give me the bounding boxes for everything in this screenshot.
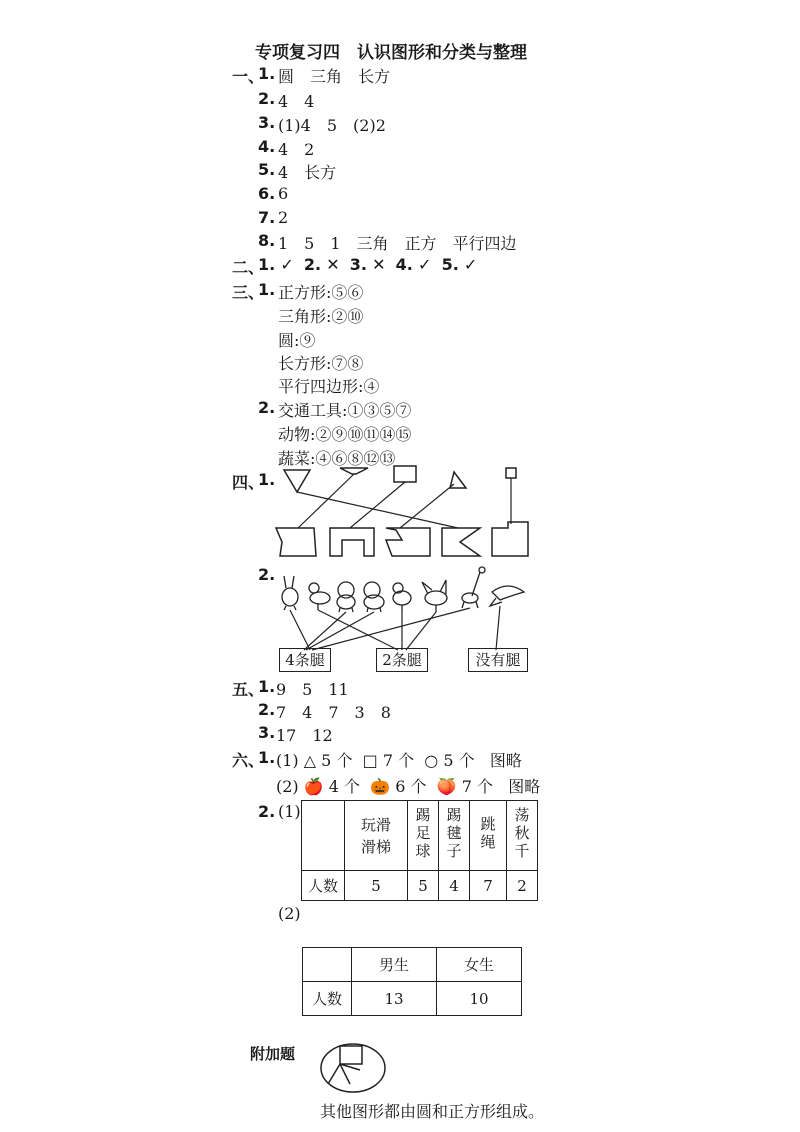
s2-a3: ✕ <box>372 255 386 274</box>
s1-item-number: 8. <box>258 231 276 250</box>
extra-answer: 其他图形都由圆和正方形组成。 <box>320 1102 545 1121</box>
s2-a1: ✓ <box>280 255 294 274</box>
table-row <box>302 871 538 901</box>
bottom-shape-1 <box>276 528 316 556</box>
s2-n4: 4. <box>395 255 413 274</box>
table-corner-cell <box>302 801 345 871</box>
duck-icon <box>309 583 330 610</box>
peach-count: 7 个 <box>461 777 493 796</box>
tiger-icon <box>364 582 384 612</box>
s6-q1-row2 <box>276 774 540 797</box>
header-shuttlecock: 踢毽子 <box>444 806 463 861</box>
table-header-cell <box>408 801 439 871</box>
s5-a1: 9 5 11 <box>276 680 349 699</box>
s3-q2-line: 交通工具:①③⑤⑦ <box>278 401 412 420</box>
bottom-shape-4 <box>442 528 480 556</box>
table-header-cell <box>345 801 408 871</box>
page-title: 专项复习四 认识图形和分类与整理 <box>255 43 527 63</box>
s3-q1-line: 三角形:②⑩ <box>278 307 364 326</box>
s6-q2-part1: (1) <box>278 802 301 821</box>
square-count: 7 个 <box>382 751 415 770</box>
header-girls: 女生 <box>437 948 522 982</box>
s2-n2: 2. <box>303 255 322 274</box>
row-label: 人数 <box>303 982 352 1016</box>
match-line <box>290 610 310 650</box>
square-icon: □ <box>362 751 378 770</box>
value-cell: 2 <box>507 871 538 901</box>
header-swing: 荡秋千 <box>512 806 531 861</box>
s1-item-answer: 1 5 1 三角 正方 平行四边 <box>278 234 517 253</box>
gender-table <box>302 947 522 1016</box>
circle-count: 5 个 <box>443 751 475 770</box>
s6-q2-number: 2. <box>258 802 276 821</box>
s6-q1-row1 <box>276 748 522 771</box>
header-football: 踢足球 <box>413 806 432 861</box>
table-corner-cell <box>303 948 352 982</box>
section-2-label: 二、 <box>232 258 265 277</box>
match-line <box>312 608 470 650</box>
figure-omitted: 图略 <box>489 751 522 770</box>
s6-q2-part2: (2) <box>278 904 301 923</box>
activity-table <box>301 800 538 901</box>
section-1-label: 一、 <box>232 67 265 86</box>
s1-item-answer: 圆 三角 长方 <box>278 67 391 86</box>
apple-icon: 🍎 <box>303 777 324 796</box>
s1-item-answer: 4 长方 <box>278 163 337 182</box>
bird-icon <box>422 580 447 612</box>
triangle-count: 5 个 <box>321 751 353 770</box>
table-header-cell <box>470 801 507 871</box>
value-cell: 10 <box>437 982 522 1016</box>
s1-item-number: 4. <box>258 137 276 156</box>
s3-q2-number: 2. <box>258 398 276 417</box>
table-header-cell <box>507 801 538 871</box>
s5-a3: 17 12 <box>276 726 333 745</box>
peach-icon: 🍑 <box>436 777 457 796</box>
s1-item-answer: (1)4 5 (2)2 <box>278 116 386 135</box>
row-label: 人数 <box>302 871 345 901</box>
row2-part: (2) <box>276 777 299 796</box>
s6-q1-number: 1. <box>258 748 276 767</box>
s2-a2: ✕ <box>326 255 340 274</box>
s5-n2: 2. <box>258 700 276 719</box>
extra-label: 附加题 <box>250 1045 296 1063</box>
s1-item-answer: 4 4 <box>278 92 315 111</box>
match-line <box>496 606 500 650</box>
top-rectangle-shape <box>394 466 416 482</box>
s1-item-number: 6. <box>258 184 276 203</box>
s1-item-number: 1. <box>258 64 276 83</box>
four-legs-box: 4条腿 <box>279 648 331 672</box>
panda-icon <box>337 582 355 612</box>
match-line <box>297 492 458 528</box>
value-cell: 5 <box>345 871 408 901</box>
s3-q2-line: 动物:②⑨⑩⑪⑭⑮ <box>278 425 412 444</box>
s5-n3: 3. <box>258 723 276 742</box>
pumpkin-count: 6 个 <box>395 777 427 796</box>
s3-q1-line: 长方形:⑦⑧ <box>278 354 364 373</box>
value-cell: 5 <box>408 871 439 901</box>
value-cell: 13 <box>352 982 437 1016</box>
figure-omitted: 图略 <box>508 777 541 796</box>
s1-item-number: 5. <box>258 160 276 179</box>
s1-item-answer: 6 <box>278 184 289 203</box>
s2-n1: 1. <box>258 255 276 274</box>
s3-q1-line: 圆:⑨ <box>278 331 316 350</box>
triangle-icon: △ <box>303 751 317 770</box>
section-4-label: 四、 <box>232 473 265 492</box>
s5-a2: 7 4 7 3 8 <box>276 703 391 722</box>
bottom-shape-2 <box>330 528 374 556</box>
s2-a4: ✓ <box>417 255 432 274</box>
s2-a5: ✓ <box>463 255 478 274</box>
s1-item-number: 7. <box>258 208 276 227</box>
top-triangle-shape <box>284 470 310 492</box>
value-cell: 4 <box>439 871 470 901</box>
apple-count: 4 个 <box>328 777 361 796</box>
match-line <box>350 482 405 528</box>
value-cell: 7 <box>470 871 507 901</box>
s1-item-number: 3. <box>258 113 276 132</box>
dolphin-icon <box>490 586 524 606</box>
section-6-label: 六、 <box>232 751 265 770</box>
match-line <box>298 474 354 528</box>
two-legs-box: 2条腿 <box>376 648 428 672</box>
giraffe-icon <box>462 567 485 608</box>
top-flat-shape <box>340 468 368 474</box>
s2-n3: 3. <box>349 255 367 274</box>
s1-item-answer: 4 2 <box>278 140 315 159</box>
s2-n5: 5. <box>441 255 459 274</box>
top-small-square-shape <box>506 468 516 478</box>
header-boys: 男生 <box>352 948 437 982</box>
circle-icon: ○ <box>424 751 439 770</box>
section-5-label: 五、 <box>232 680 265 699</box>
s5-n1: 1. <box>258 677 276 696</box>
table-header-row <box>303 948 522 982</box>
circle-square-figure <box>321 1044 385 1092</box>
s1-item-answer: 2 <box>278 208 289 227</box>
no-legs-box: 没有腿 <box>468 648 528 672</box>
table-row <box>303 982 522 1016</box>
header-play-slide: 玩滑滑梯 <box>360 815 391 856</box>
pumpkin-icon: 🎃 <box>370 777 391 796</box>
s4-q1-number: 1. <box>258 470 276 489</box>
rabbit-icon <box>282 576 298 610</box>
section-3-label: 三、 <box>232 283 265 302</box>
table-header-cell <box>439 801 470 871</box>
row1-part: (1) <box>276 751 299 770</box>
header-rope: 跳绳 <box>478 815 497 852</box>
s3-q1-line: 平行四边形:④ <box>278 377 380 396</box>
s1-item-number: 2. <box>258 89 276 108</box>
bottom-shape-5 <box>492 522 528 556</box>
s4-q2-number: 2. <box>258 565 276 584</box>
s3-q2-line: 蔬菜:④⑥⑧⑫⑬ <box>278 449 396 468</box>
bottom-shape-3 <box>386 528 430 556</box>
chick-icon <box>393 583 411 612</box>
table-header-row <box>302 801 538 871</box>
s3-q1-line: 正方形:⑤⑥ <box>278 283 364 302</box>
s3-q1-number: 1. <box>258 280 276 299</box>
